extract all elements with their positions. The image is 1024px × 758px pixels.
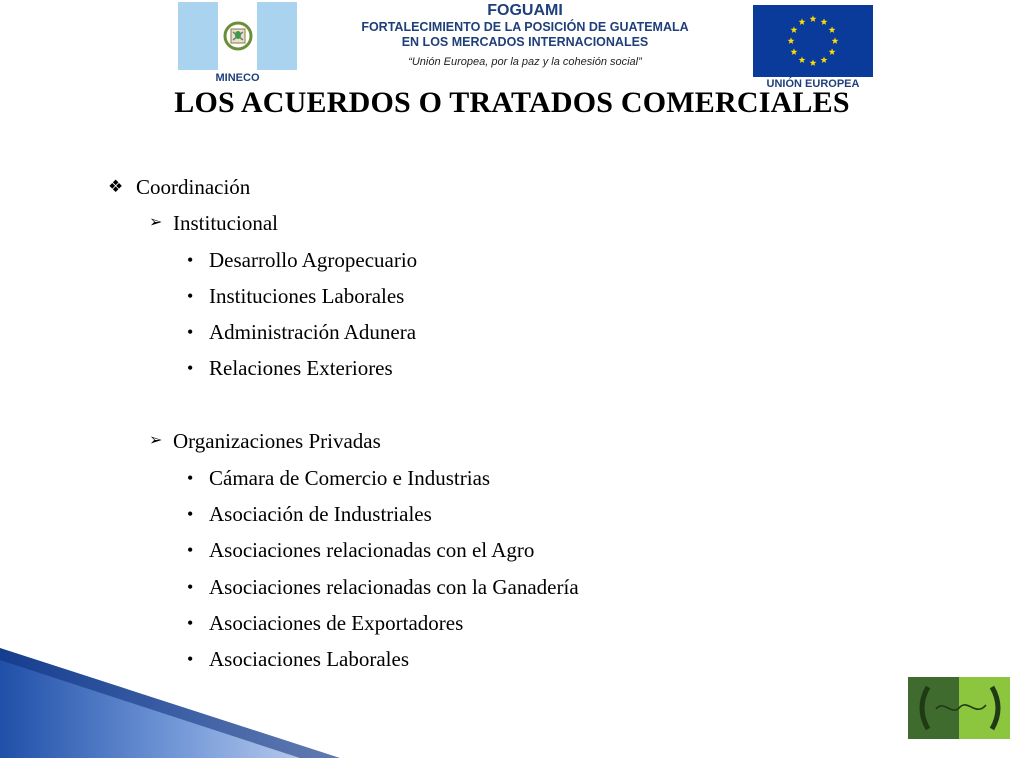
convenio-logo xyxy=(908,677,1010,739)
dot-bullet-icon: • xyxy=(187,322,194,342)
dot-bullet-icon: • xyxy=(187,250,194,270)
list-item: • Desarrollo Agropecuario xyxy=(187,248,418,272)
list-item: • Administración Adunera xyxy=(187,320,417,344)
eu-label: UNIÓN EUROPEA xyxy=(766,78,860,90)
dot-bullet-icon: • xyxy=(187,613,194,633)
arrow-bullet-icon: ➢ xyxy=(149,214,163,231)
eu-star-icon xyxy=(821,18,828,25)
list-item: • Asociación de Industriales xyxy=(187,502,432,526)
outline-topic xyxy=(108,175,250,199)
coat-of-arms-icon xyxy=(219,16,257,56)
list-item: • Cámara de Comercio e Industrias xyxy=(187,466,491,490)
slide-title: LOS ACUERDOS O TRATADOS COMERCIALES xyxy=(174,86,850,119)
dot-bullet-icon: • xyxy=(187,504,194,524)
arrow-bullet-icon: ➢ xyxy=(149,432,163,449)
foguami-line-2: EN LOS MERCADOS INTERNACIONALES xyxy=(401,35,649,49)
foguami-motto: “Unión Europea, por la paz y la cohesión social” xyxy=(408,56,642,68)
mineco-logo xyxy=(178,2,297,84)
eu-star-icon xyxy=(810,59,817,66)
list-item: • Relaciones Exteriores xyxy=(187,356,393,380)
dot-bullet-icon: • xyxy=(187,286,194,306)
eu-flag-icon xyxy=(753,5,873,77)
diamond-bullet-icon: ❖ xyxy=(108,177,124,196)
foguami-line-1: FORTALECIMIENTO DE LA POSICIÓN DE GUATEMALA xyxy=(361,20,689,34)
topic-label: Coordinación xyxy=(136,175,251,199)
eu-star-icon xyxy=(832,37,839,44)
eu-star-icon xyxy=(799,18,806,25)
group-institucional xyxy=(149,211,278,235)
eu-star-icon xyxy=(799,56,806,63)
eu-star-icon xyxy=(788,37,795,44)
foguami-name: FOGUAMI xyxy=(487,2,563,19)
eu-star-icon xyxy=(791,48,798,55)
eu-logo xyxy=(753,5,873,89)
eu-star-icon xyxy=(791,26,798,33)
eu-star-icon xyxy=(829,48,836,55)
dot-bullet-icon: • xyxy=(187,358,194,378)
list-item: • Asociaciones Laborales xyxy=(187,647,410,671)
dot-bullet-icon: • xyxy=(187,468,194,488)
list-item: • Asociaciones relacionadas con el Agro xyxy=(187,538,535,562)
decorative-wedge xyxy=(0,646,345,758)
dot-bullet-icon: • xyxy=(187,577,194,597)
dot-bullet-icon: • xyxy=(187,649,194,669)
eu-star-icon xyxy=(829,26,836,33)
list-item: • Asociaciones relacionadas con la Ganadería xyxy=(187,575,579,599)
group-label: Organizaciones Privadas xyxy=(173,429,381,453)
eu-star-icon xyxy=(821,56,828,63)
foguami-header xyxy=(300,0,750,69)
group-label: Institucional xyxy=(173,211,278,235)
eu-star-icon xyxy=(810,15,817,22)
group-privadas xyxy=(149,429,381,453)
list-item: • Instituciones Laborales xyxy=(187,284,405,308)
mineco-label: MINECO xyxy=(215,72,260,84)
guatemala-flag-icon xyxy=(178,2,297,70)
list-item: • Asociaciones de Exportadores xyxy=(187,611,464,635)
dot-bullet-icon: • xyxy=(187,540,194,560)
